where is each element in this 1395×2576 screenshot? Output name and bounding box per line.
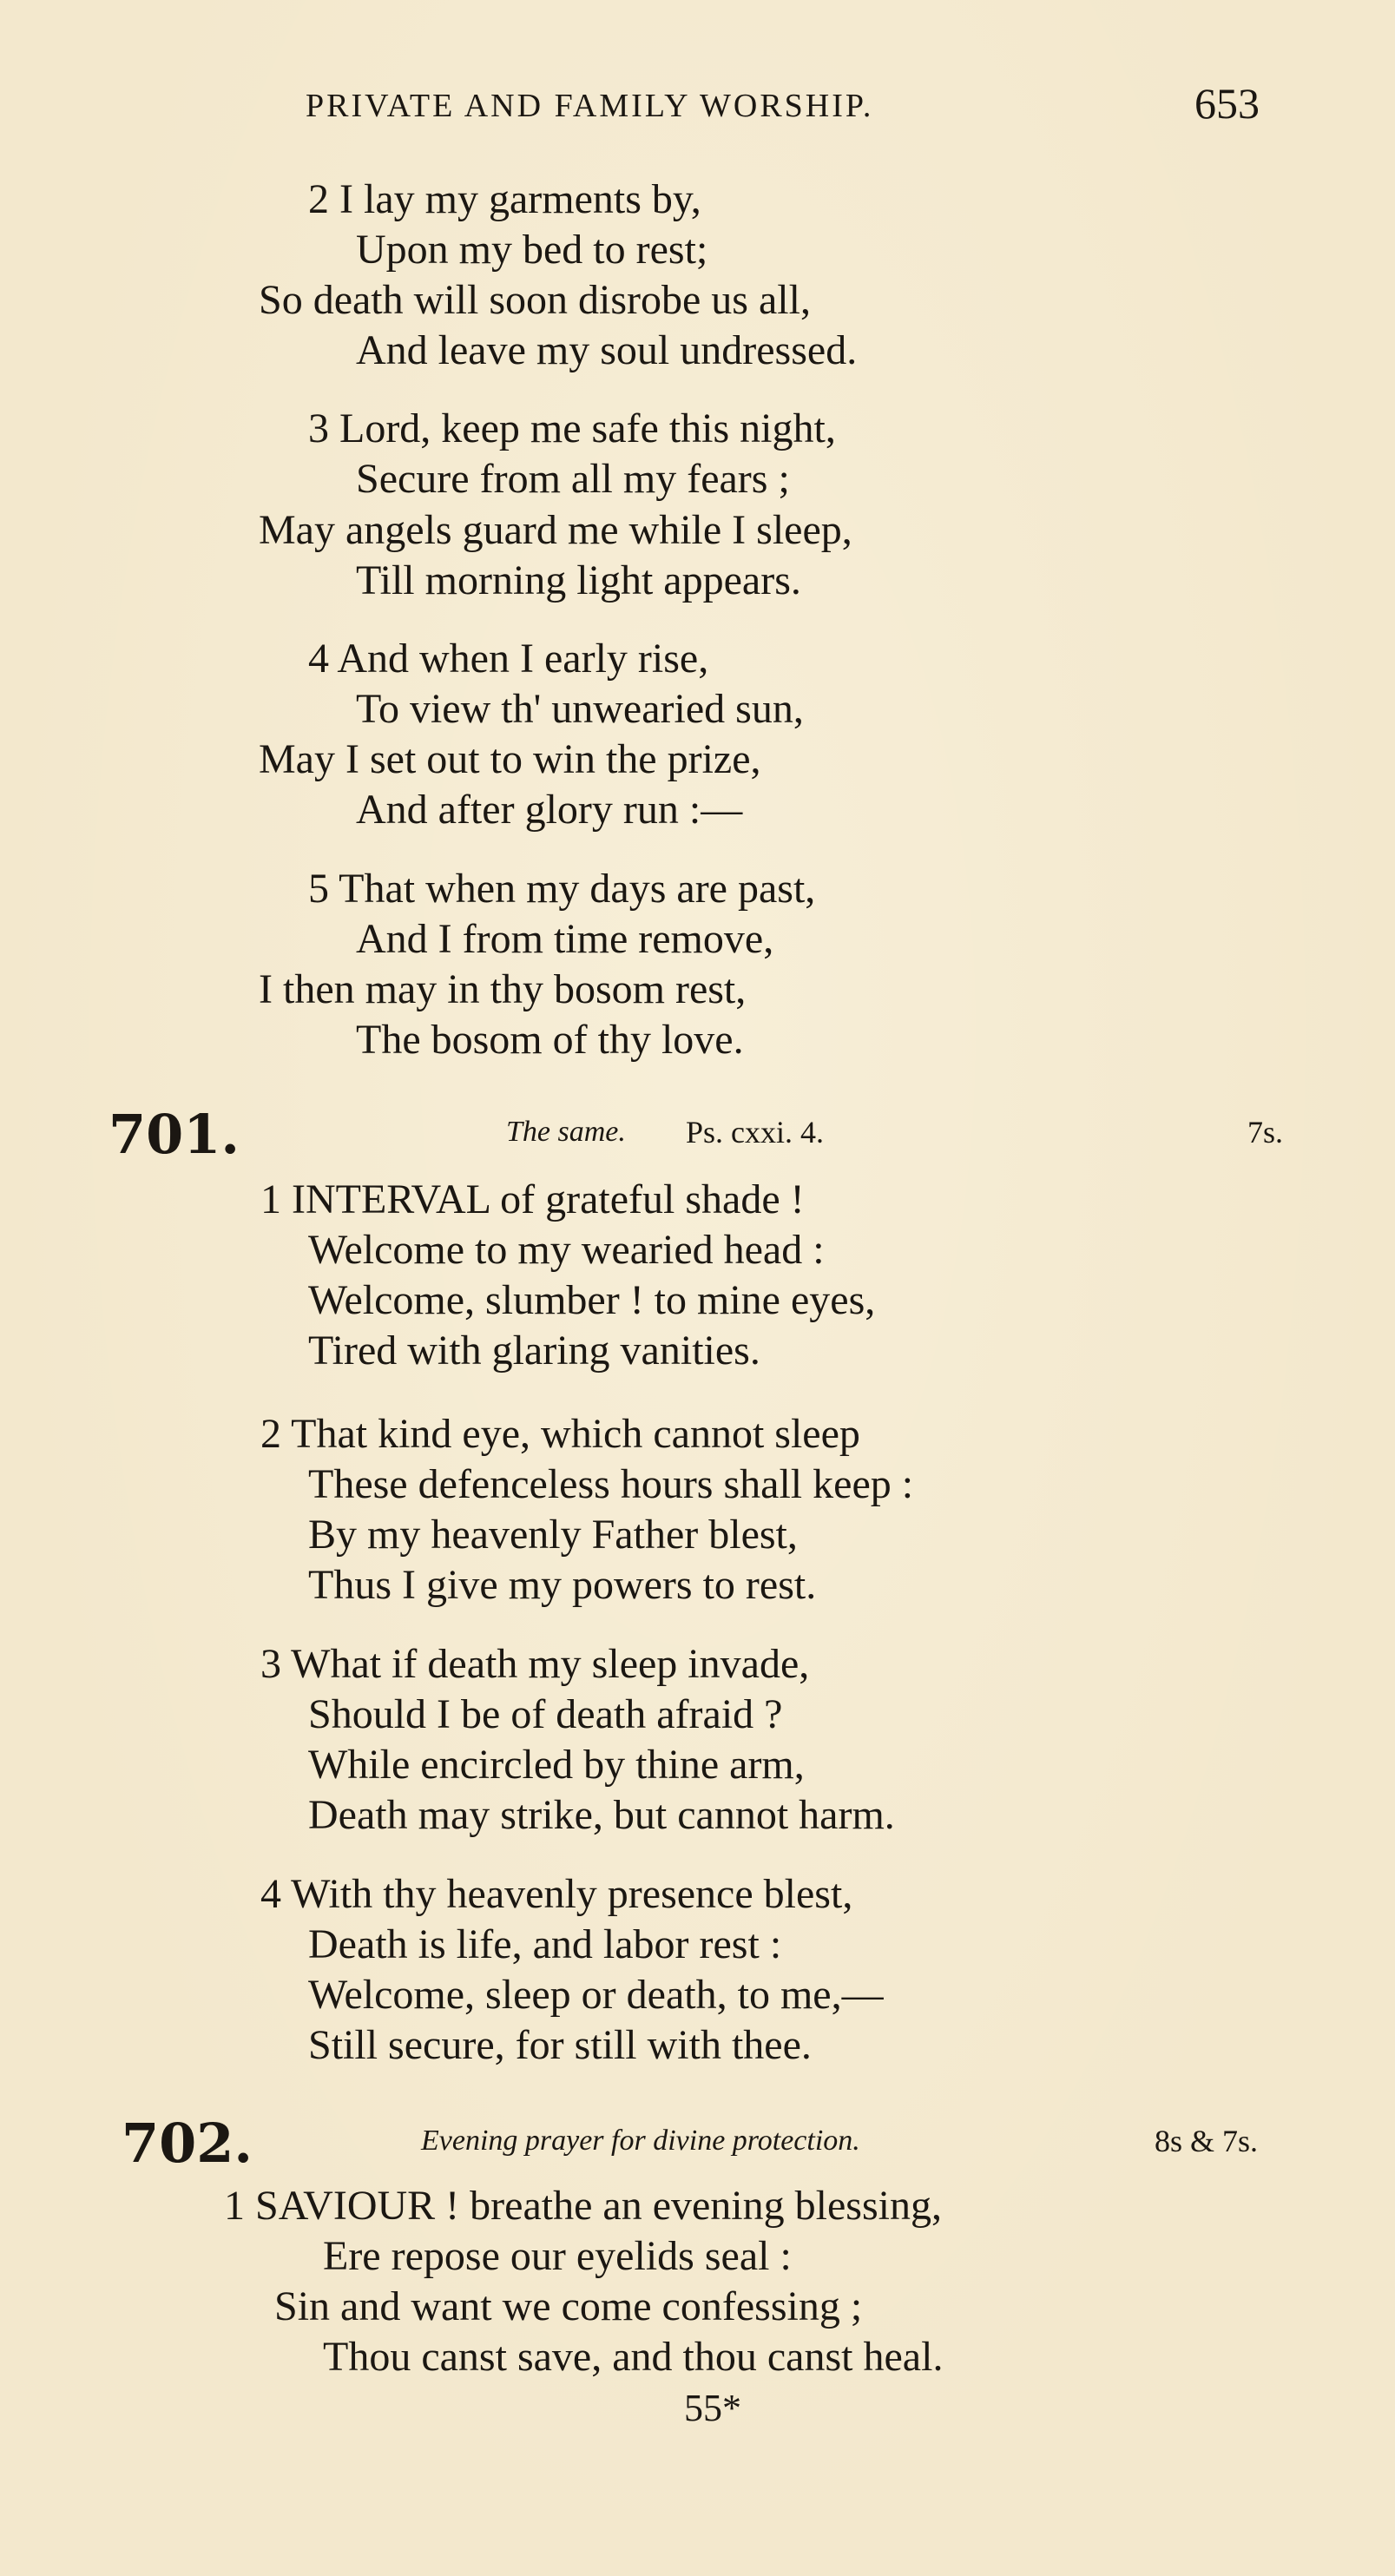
stanza-4-line-1: 4 And when I early rise,	[308, 636, 709, 682]
hymn-702-title: Evening prayer for divine protection.	[421, 2125, 860, 2157]
stanza-2-line-1: 2 I lay my garments by,	[308, 176, 701, 222]
hymn-702-s1-line-2: Ere repose our eyelids seal :	[323, 2233, 792, 2279]
stanza-5-line-1: 5 That when my days are past,	[308, 866, 816, 912]
stanza-4-line-3: May I set out to win the prize,	[259, 736, 761, 782]
hymn-701-s1-line-4: Tired with glaring vanities.	[308, 1328, 760, 1374]
hymn-702-s1-line-4: Thou canst save, and thou canst heal.	[323, 2334, 944, 2380]
stanza-5-line-2: And I from time remove,	[356, 916, 774, 962]
hymn-702-s1-line-3: Sin and want we come confessing ;	[274, 2283, 863, 2329]
stanza-4-line-4: And after glory run :—	[356, 787, 743, 833]
hymn-701-s2-line-1: 2 That kind eye, which cannot sleep	[260, 1411, 860, 1457]
hymn-701-s1-line-2: Welcome to my wearied head :	[308, 1227, 825, 1273]
page-header	[0, 78, 1395, 139]
signature-mark: 55*	[684, 2387, 741, 2429]
stanza-3-line-1: 3 Lord, keep me safe this night,	[308, 405, 836, 451]
page-number: 653	[1194, 79, 1260, 128]
stanza-3-line-3: May angels guard me while I sleep,	[259, 507, 852, 553]
hymn-702-heading	[0, 2112, 1395, 2175]
hymn-701-s3-line-4: Death may strike, but cannot harm.	[308, 1792, 895, 1838]
stanza-5-line-3: I then may in thy bosom rest,	[259, 966, 747, 1012]
hymn-701-title: The same.	[506, 1116, 626, 1148]
hymn-701-s1-line-3: Welcome, slumber ! to mine eyes,	[308, 1277, 876, 1323]
hymn-701-s2-line-3: By my heavenly Father blest,	[308, 1512, 798, 1558]
hymn-701-number: 701.	[109, 1103, 240, 1166]
stanza-4-line-2: To view th' unwearied sun,	[356, 686, 804, 732]
stanza-5-line-4: The bosom of thy love.	[356, 1017, 744, 1063]
hymn-701-s4-line-4: Still secure, for still with thee.	[308, 2022, 812, 2068]
stanza-3-line-2: Secure from all my fears ;	[356, 456, 790, 502]
hymn-702-number: 702.	[122, 2112, 253, 2175]
hymn-701-s1-line-1: 1 INTERVAL of grateful shade !	[260, 1176, 805, 1222]
hymn-701-s2-line-2: These defenceless hours shall keep :	[308, 1461, 914, 1507]
hymn-702-s1-line-1: 1 SAVIOUR ! breathe an evening blessing,	[224, 2183, 942, 2229]
hymn-701-reference: Ps. cxxi. 4.	[686, 1115, 825, 1150]
stanza-3-line-4: Till morning light appears.	[356, 557, 801, 603]
hymn-701-s2-line-4: Thus I give my powers to rest.	[308, 1562, 817, 1608]
hymn-702-meter: 8s & 7s.	[1155, 2124, 1259, 2158]
hymn-701-meter: 7s.	[1247, 1115, 1284, 1150]
running-head: PRIVATE AND FAMILY WORSHIP.	[306, 88, 874, 124]
hymn-701-heading	[0, 1103, 1395, 1166]
stanza-2-line-3: So death will soon disrobe us all,	[259, 277, 811, 323]
hymn-701-s4-line-1: 4 With thy heavenly presence blest,	[260, 1871, 853, 1917]
stanza-2-line-2: Upon my bed to rest;	[356, 227, 708, 273]
hymn-701-s4-line-2: Death is life, and labor rest :	[308, 1921, 782, 1967]
hymn-701-s3-line-2: Should I be of death afraid ?	[308, 1691, 783, 1737]
hymn-701-s4-line-3: Welcome, sleep or death, to me,—	[308, 1972, 884, 2018]
hymn-701-s3-line-1: 3 What if death my sleep invade,	[260, 1641, 810, 1687]
stanza-2-line-4: And leave my soul undressed.	[356, 327, 858, 373]
hymn-701-s3-line-3: While encircled by thine arm,	[308, 1742, 805, 1788]
